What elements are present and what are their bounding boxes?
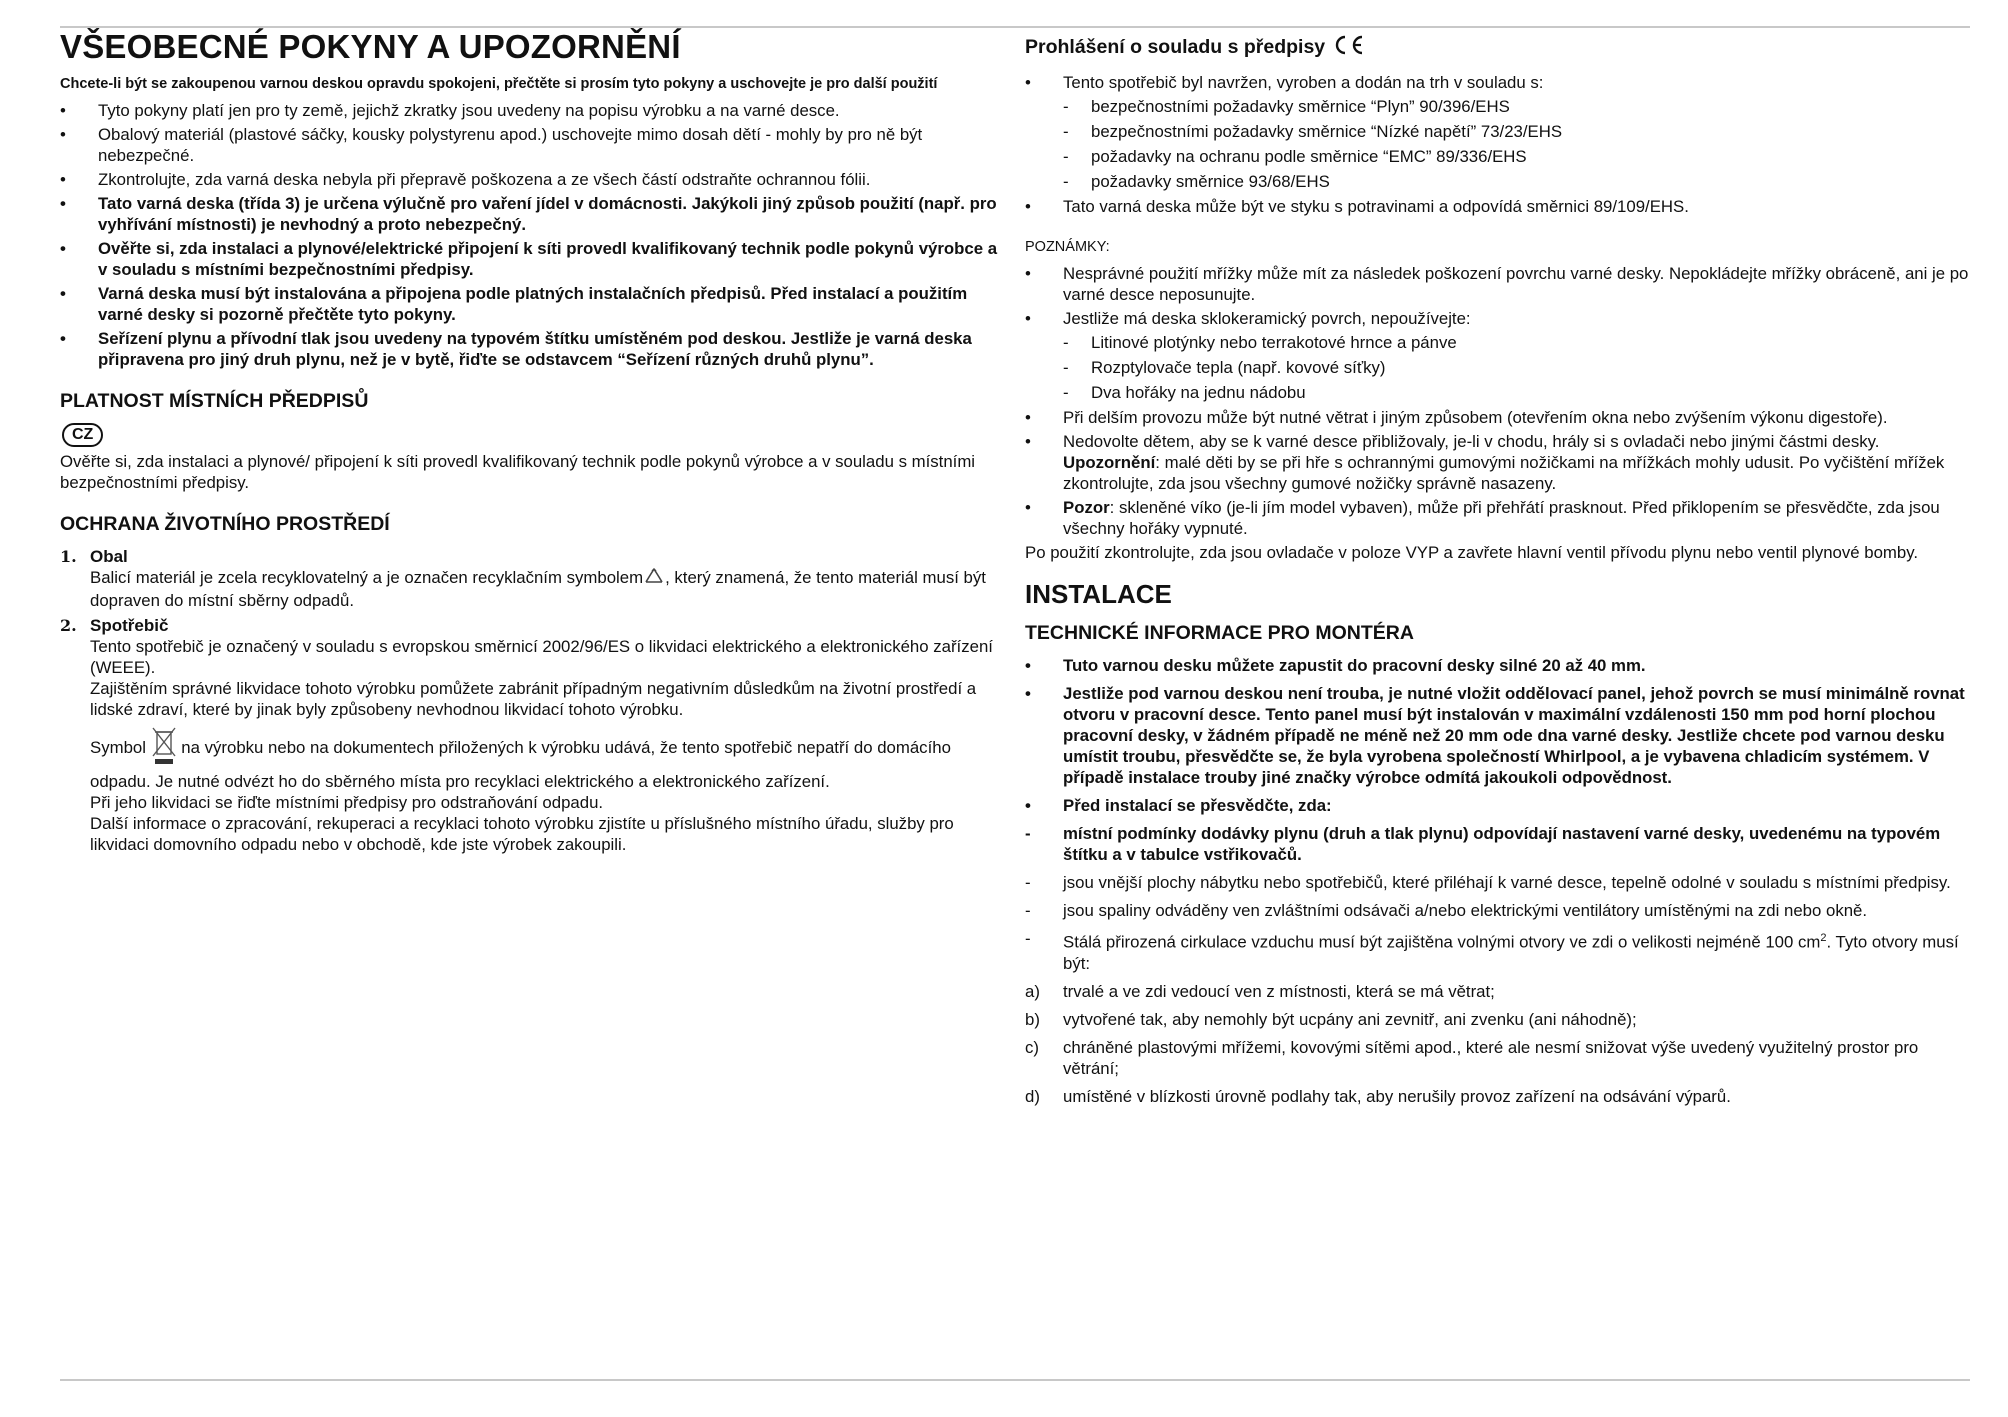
document-title: VŠEOBECNÉ POKYNY A UPOZORNĚNÍ xyxy=(60,28,681,65)
country-badge: CZ xyxy=(62,423,103,447)
notes-list xyxy=(1025,263,1975,329)
environment-heading: OCHRANA ŽIVOTNÍHO PROSTŘEDÍ xyxy=(60,513,390,535)
list-item: • Zkontrolujte, zda varná deska nebyla při přepravě poškozena a ze všech částí odstraňte ochrannou fólii. xyxy=(60,169,1010,190)
list-item: - požadavky na ochranu podle směrnice “EMC” 89/336/EHS xyxy=(1063,146,1975,167)
list-item: • Tyto pokyny platí jen pro ty země, jejichž zkratky jsou uvedeny na popisu výrobku a na varné desce. xyxy=(60,100,1010,121)
environment-list xyxy=(60,546,1010,855)
food-contact-list xyxy=(1025,196,1975,217)
list-item: - Rozptylovače tepla (např. kovové síťky) xyxy=(1063,357,1975,378)
list-item: • Varná deska musí být instalována a připojena podle platných instalačních předpisů. Před instalací a použitím varné desky si pozorně přečtěte tyto pokyny. xyxy=(60,283,1010,325)
appliance-text-4: Při jeho likvidaci se řiďte místními předpisy pro odstraňování odpadu. xyxy=(90,793,604,813)
list-item: - požadavky směrnice 93/68/EHS xyxy=(1063,171,1975,192)
list-item: • Ověřte si, zda instalaci a plynové/elektrické připojení k síti provedl kvalifikovaný technik podle pokynů výrobce a v souladu s místními bezpečnostními předpisy. xyxy=(60,238,1010,280)
list-item: • Před instalací se přesvědčte, zda: xyxy=(1025,796,1332,815)
list-item: • Jestliže má deska sklokeramický povrch, nepoužívejte: xyxy=(1025,308,1975,329)
list-item: - bezpečnostními požadavky směrnice “Nízké napětí” 73/23/EHS xyxy=(1063,121,1975,142)
list-item: - Litinové plotýnky nebo terrakotové hrnce a pánve xyxy=(1063,332,1975,353)
list-item: • Tuto varnou desku můžete zapustit do pracovní desky silné 20 až 40 mm. xyxy=(1025,656,1646,675)
list-item: • Seřízení plynu a přívodní tlak jsou uvedeny na typovém štítku umístěném pod deskou. Jestliže je varná deska připravena pro jiný druh plynu, než je v bytě, řiďte se odstavcem “Seřízení různých druhů plynu”. xyxy=(60,328,1010,370)
notes-list-2 xyxy=(1025,407,1975,539)
directives-list xyxy=(1025,96,1975,192)
ceramic-list xyxy=(1025,332,1975,403)
weee-bin-icon xyxy=(151,726,177,771)
installation-heading: INSTALACE xyxy=(1025,579,1172,609)
appliance-text-1: Tento spotřebič je označený v souladu s evropskou směrnicí 2002/96/ES o likvidaci elektrického a elektronického zařízení (WEEE). xyxy=(90,637,993,678)
list-item xyxy=(60,546,1010,611)
installation-list xyxy=(1025,655,1975,1107)
local-regulations-text: Ověřte si, zda instalaci a plynové/ připojení k síti provedl kvalifikovaný technik podle pokynů výrobce a v souladu s místními bezpečnostními předpisy. xyxy=(60,452,976,492)
declaration-heading: Prohlášení o souladu s předpisy xyxy=(1025,34,1975,62)
intro-text: Chcete-li být se zakoupenou varnou deskou opravdu spokojeni, přečtěte si prosím tyto pokyny a uschovejte je pro další použití xyxy=(60,76,938,92)
list-item: - bezpečnostními požadavky směrnice “Plyn” 90/396/EHS xyxy=(1063,96,1975,117)
notes-label: POZNÁMKY: xyxy=(1025,239,1110,255)
list-item: • Jestliže pod varnou deskou není trouba, je nutné vložit oddělovací panel, jehož povrch se musí minimálně rovnat otvoru v pracovní desce. Tento panel musí být instalován v maximální vzdálenosti 150 mm pod horní plochou pracovní desky, v žádném případě ne méně než 20 mm ode dna varné desky. Jestliže chcete pod varnou desku umístit troubu, přesvědčte se, že byla vyrobena společností Whirlpool, a je vybavena chladicím systémem. V případě instalace trouby jiné značky výrobce odmítá jakoukoli odpovědnost. xyxy=(1025,684,1965,787)
list-item: - jsou vnější plochy nábytku nebo spotřebičů, které přiléhají k varné desce, tepelně odolné v souladu s místními předpisy. xyxy=(1025,873,1951,892)
appliance-text-5: Další informace o zpracování, rekuperaci a recyklaci tohoto výrobku zjistíte u příslušného místního úřadu, služby pro likvidaci domovního odpadu nebo v obchodě, kde jste výrobek zakoupili. xyxy=(90,814,954,855)
bottom-rule xyxy=(60,1379,1970,1381)
list-item: - místní podmínky dodávky plynu (druh a tlak plynu) odpovídají nastavení varné desky, uvedenému na typovém štítku a v tabulce vstřikovačů. xyxy=(1025,824,1941,864)
technical-info-heading: TECHNICKÉ INFORMACE PRO MONTÉRA xyxy=(1025,622,1414,644)
item-title: Spotřebič xyxy=(90,616,169,636)
list-item: • Obalový materiál (plastové sáčky, kousky polystyrenu apod.) uschovejte mimo dosah dětí - mohly by pro ně být nebezpečné. xyxy=(60,124,1010,166)
packaging-text: Balicí materiál je zcela recyklovatelný a je označen recyklačním symbolem , který znamená, že tento materiál musí být dopraven do místní sběrny odpadů. xyxy=(90,568,986,611)
list-item: • Tato varná deska může být ve styku s potravinami a odpovídá směrnici 89/109/EHS. xyxy=(1025,196,1975,217)
list-item: • Pozor: skleněné víko (je-li jím model vybaven), může při přehřátí prasknout. Před přiklopením se přesvědčte, zda jsou všechny hořáky vypnuté. xyxy=(1025,497,1975,539)
left-column xyxy=(60,28,1010,859)
declaration-list xyxy=(1025,72,1975,93)
list-item: d) umístěné v blízkosti úrovně podlahy tak, aby nerušily provoz zařízení na odsávání výparů. xyxy=(1025,1086,1731,1106)
list-item: - Stálá přirozená cirkulace vzduchu musí být zajištěna volnými otvory ve zdi o velikosti nejméně 100 $cm^2$. Tyto otvory musí být: xyxy=(1025,929,1959,973)
list-item: • Při delším provozu může být nutné větrat i jiným způsobem (otevřením okna nebo zvýšením výkonu digestoře). xyxy=(1025,407,1975,428)
list-item: • Tento spotřebič byl navržen, vyroben a dodán na trh v souladu s: xyxy=(1025,72,1975,93)
list-item: c) chráněné plastovými mřížemi, kovovými sítěmi apod., které ale nesmí snižovat výše uvedený využitelný prostor pro větrání; xyxy=(1025,1037,1919,1078)
ce-mark-icon xyxy=(1331,34,1365,62)
appliance-text-3: Symbol na výrobku nebo na dokumentech přiložených k výrobku udává, že tento spotřebič nepatří do domácího odpadu. Je nutné odvézt ho do sběrného místa pro recyklaci elektrického a elektronického zařízení. xyxy=(90,726,1010,792)
item-title: Obal xyxy=(90,547,128,566)
right-column xyxy=(1025,28,1975,1114)
list-item xyxy=(60,615,1010,855)
item-number: 2. xyxy=(60,616,77,636)
list-item: b) vytvořené tak, aby nemohly být ucpány ani zevnitř, ani zvenku (ani náhodně); xyxy=(1025,1009,1637,1029)
item-number: 1. xyxy=(60,547,77,566)
list-item: - jsou spaliny odváděny ven zvláštními odsávači a/nebo elektrickými ventilátory umístěnými na zdi nebo okně. xyxy=(1025,901,1868,920)
list-item: • Nedovolte dětem, aby se k varné desce přibližovaly, je-li v chodu, hrály si s ovladači nebo jinými částmi desky. Upozornění: malé děti by se při hře s ochrannými gumovými nožičkami na mřížkách mohly udusit. Po vyčištění mřížek zkontrolujte, zda jsou všechny gumové nožičky správně nasazeny. xyxy=(1025,431,1975,494)
appliance-text-2: Zajištěním správné likvidace tohoto výrobku pomůžete zabránit případným negativním důsledkům na životní prostředí a lidské zdraví, které by jinak byly způsobeny nevhodnou likvidací tohoto výrobku. xyxy=(90,679,977,720)
list-item: a) trvalé a ve zdi vedoucí ven z místnosti, která se má větrat; xyxy=(1025,981,1495,1001)
list-item: - Dva hořáky na jednu nádobu xyxy=(1063,382,1975,403)
after-use-text: Po použití zkontrolujte, zda jsou ovladače v poloze VYP a zavřete hlavní ventil přívodu plynu nebo ventil plynové bomby. xyxy=(1025,543,1919,562)
general-instructions-list xyxy=(60,100,1010,370)
local-regulations-heading: PLATNOST MÍSTNÍCH PŘEDPISŮ xyxy=(60,390,369,412)
list-item: • Tato varná deska (třída 3) je určena výlučně pro vaření jídel v domácnosti. Jakýkoli jiný způsob použití (např. pro vyhřívání místnosti) je nevhodný a proto nebezpečný. xyxy=(60,193,1010,235)
recycle-icon xyxy=(643,567,665,590)
list-item: • Nesprávné použití mřížky může mít za následek poškození povrchu varné desky. Nepokládejte mřížky obráceně, ani je po varné desce neposunujte. xyxy=(1025,263,1975,305)
